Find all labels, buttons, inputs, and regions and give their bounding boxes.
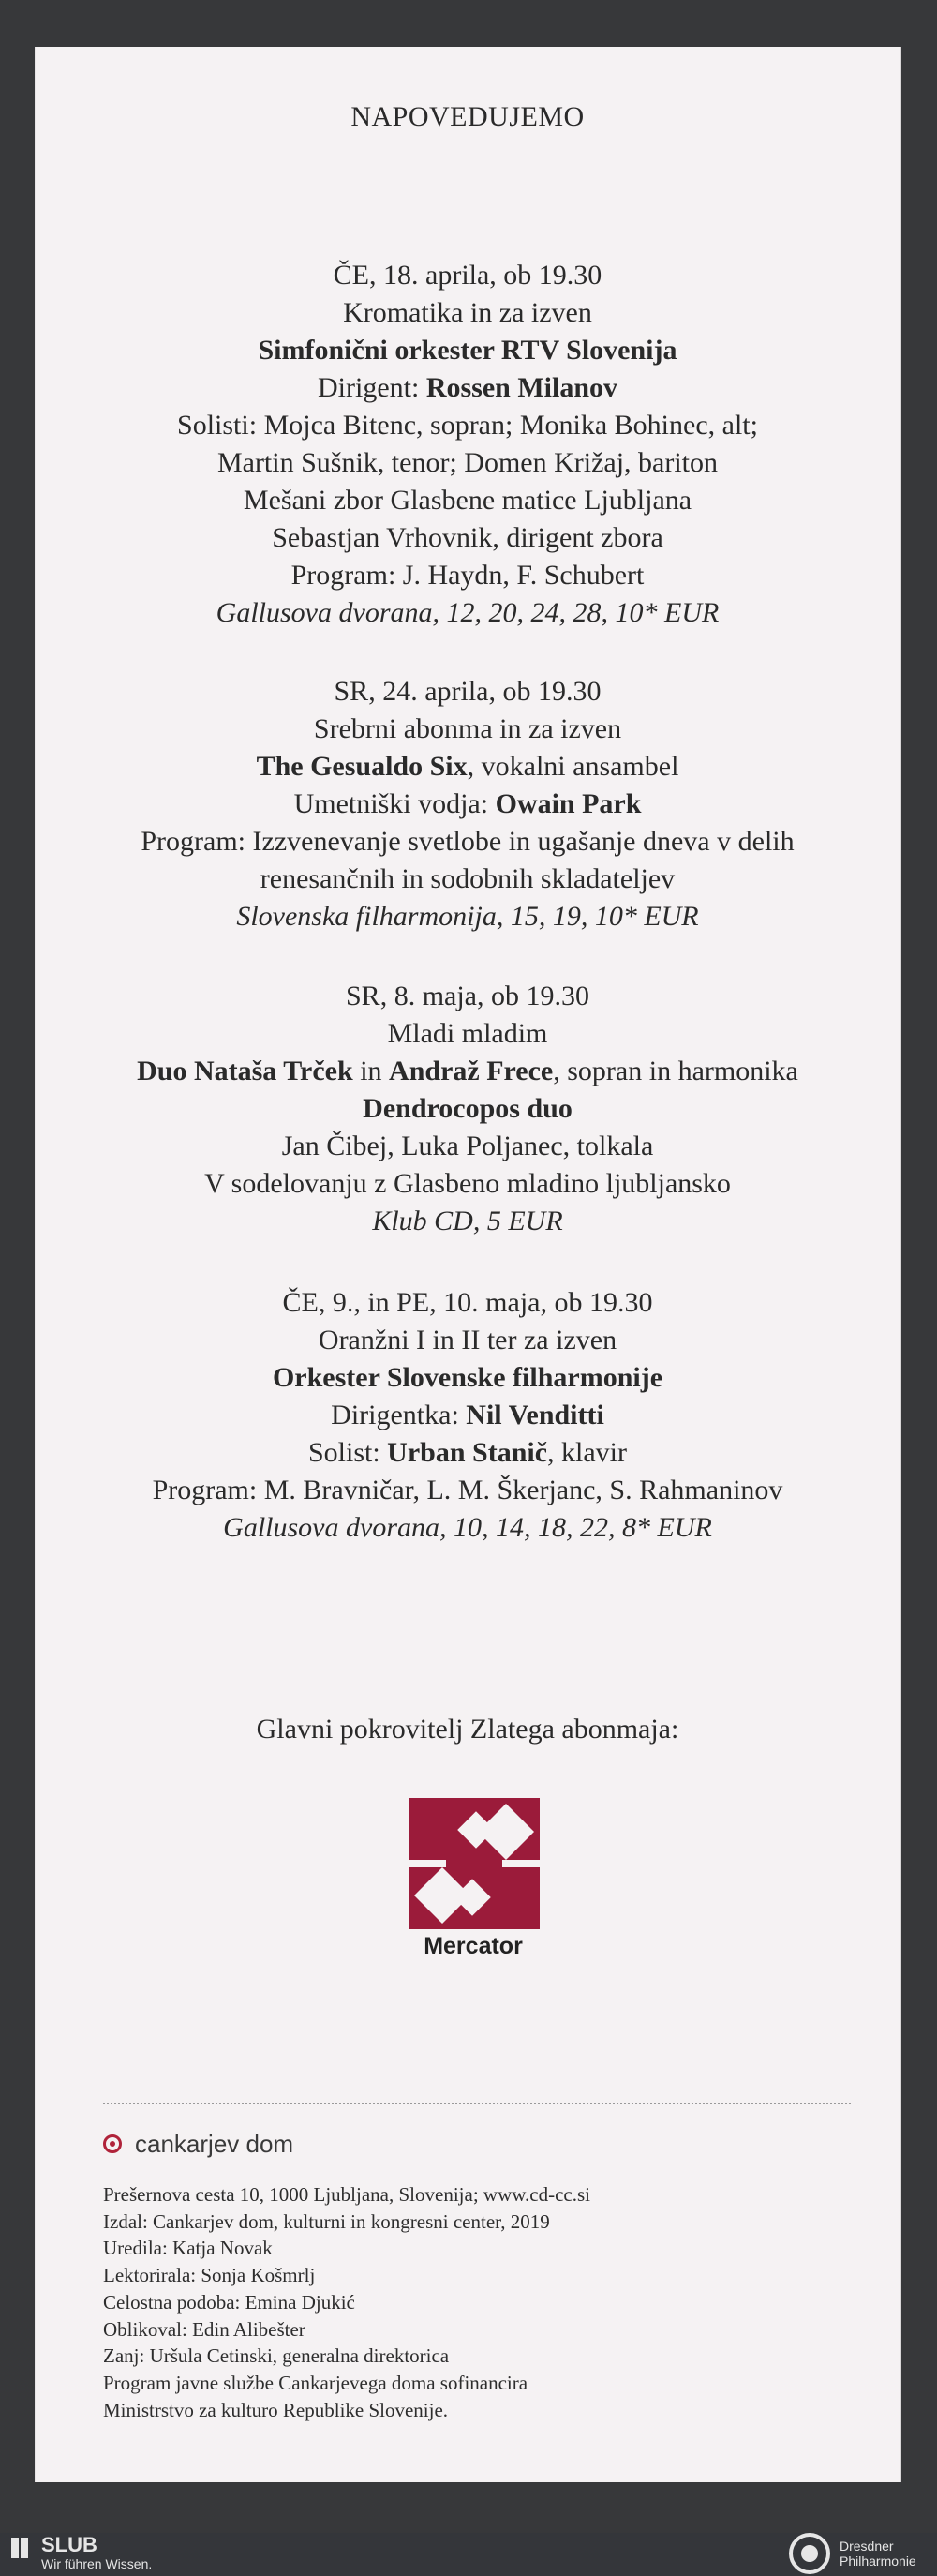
event-4 [36, 1284, 900, 1547]
event-venue: Gallusova dvorana, 12, 20, 24, 28, 10* EUR [216, 597, 720, 628]
event-series: Oranžni I in II ter za izven [318, 1325, 617, 1355]
event-venue: Slovenska filharmonija, 15, 19, 10* EUR [236, 901, 699, 932]
imprint-line: Izdal: Cankarjev dom, kulturni in kongresni center, 2019 [103, 2209, 550, 2233]
event-performer: Simfonični orkester RTV Slovenija [258, 335, 677, 366]
event-performer: Orkester Slovenske filharmonije [272, 1362, 663, 1393]
event-performer: The Gesualdo Six, vokalni ansambel [256, 751, 679, 782]
event-3 [36, 978, 900, 1240]
sponsor-title: Glavni pokrovitelj Zlatega abonmaja: [256, 1714, 679, 1745]
event-series: Kromatika in za izven [343, 297, 592, 328]
event-series: Mladi mladim [387, 1018, 548, 1049]
mercator-logo-text: Mercator [424, 1933, 523, 1959]
event-date: SR, 8. maja, ob 19.30 [346, 981, 589, 1011]
event-1 [36, 257, 900, 632]
philharmonie-icon [787, 2531, 832, 2576]
event-performer-2: Dendrocopos duo [363, 1093, 573, 1124]
imprint [103, 2181, 590, 2423]
event-soloist: Solist: Urban Stanič, klavir [307, 1437, 628, 1468]
event-series: Srebrni abonma in za izven [313, 713, 622, 744]
event-date: ČE, 9., in PE, 10. maja, ob 19.30 [282, 1287, 653, 1318]
slub-logo[interactable] [9, 2534, 152, 2571]
event-program: Program: M. Bravničar, L. M. Škerjanc, S. Rahmaninov [152, 1475, 783, 1505]
program-leaflet [36, 47, 900, 2482]
imprint-line: Ministrstvo za kulturo Republike Slovenije. [103, 2398, 449, 2421]
slub-title: SLUB [41, 2533, 97, 2556]
imprint-line: Prešernova cesta 10, 1000 Ljubljana, Slovenija; www.cd-cc.si [103, 2183, 590, 2206]
event-percussion: Jan Čibej, Luka Poljanec, tolkala [281, 1131, 654, 1161]
event-conductor: Dirigentka: Nil Venditti [331, 1400, 604, 1430]
event-conductor: Dirigent: Rossen Milanov [318, 372, 617, 403]
event-soloists: Solisti: Mojca Bitenc, sopran; Monika Bohinec, alt; [177, 410, 758, 441]
imprint-line: Zanj: Uršula Cetinski, generalna direktorica [103, 2344, 450, 2368]
event-2 [36, 673, 900, 936]
book-icon [9, 2536, 32, 2560]
event-program-cont: renesančnih in sodobnih skladateljev [260, 863, 676, 894]
event-choir-conductor: Sebastjan Vrhovnik, dirigent zbora [272, 522, 663, 553]
section-heading: NAPOVEDUJEMO [350, 101, 585, 132]
event-venue: Gallusova dvorana, 10, 14, 18, 22, 8* EUR [223, 1512, 712, 1543]
imprint-line: Celostna podoba: Emina Djukić [103, 2290, 355, 2314]
event-program: Program: J. Haydn, F. Schubert [290, 560, 645, 591]
dp-line-2: Philharmonie [840, 2554, 916, 2569]
imprint-line: Program javne službe Cankarjevega doma sofinancira [103, 2371, 528, 2394]
cankarjev-dom-icon [103, 2134, 122, 2153]
event-artistic-director: Umetniški vodja: Owain Park [293, 788, 642, 819]
dp-line-1: Dresdner [840, 2539, 894, 2554]
mercator-logo-icon [409, 1798, 540, 1929]
event-date: ČE, 18. aprila, ob 19.30 [333, 260, 602, 291]
event-choir: Mešani zbor Glasbene matice Ljubljana [243, 485, 692, 516]
event-venue: Klub CD, 5 EUR [372, 1206, 563, 1236]
imprint-line: Uredila: Katja Novak [103, 2237, 273, 2260]
divider [103, 2103, 851, 2104]
slub-subtitle: Wir führen Wissen. [41, 2556, 153, 2571]
event-program: Program: Izzvenevanje svetlobe in ugašanje dneva v delih [141, 826, 795, 857]
event-cooperation: V sodelovanju z Glasbeno mladino ljubljansko [204, 1168, 731, 1199]
imprint-line: Oblikoval: Edin Alibešter [103, 2317, 305, 2341]
event-date: SR, 24. aprila, ob 19.30 [334, 676, 602, 707]
imprint-line: Lektorirala: Sonja Košmrlj [103, 2264, 316, 2287]
event-performer: Duo Nataša Trček in Andraž Frece, sopran in harmonika [137, 1056, 798, 1086]
cankarjev-dom-logo: cankarjev dom [103, 2128, 293, 2160]
event-soloists-cont: Martin Sušnik, tenor; Domen Križaj, bariton [216, 447, 719, 478]
dresdner-philharmonie-logo[interactable] [787, 2531, 916, 2576]
